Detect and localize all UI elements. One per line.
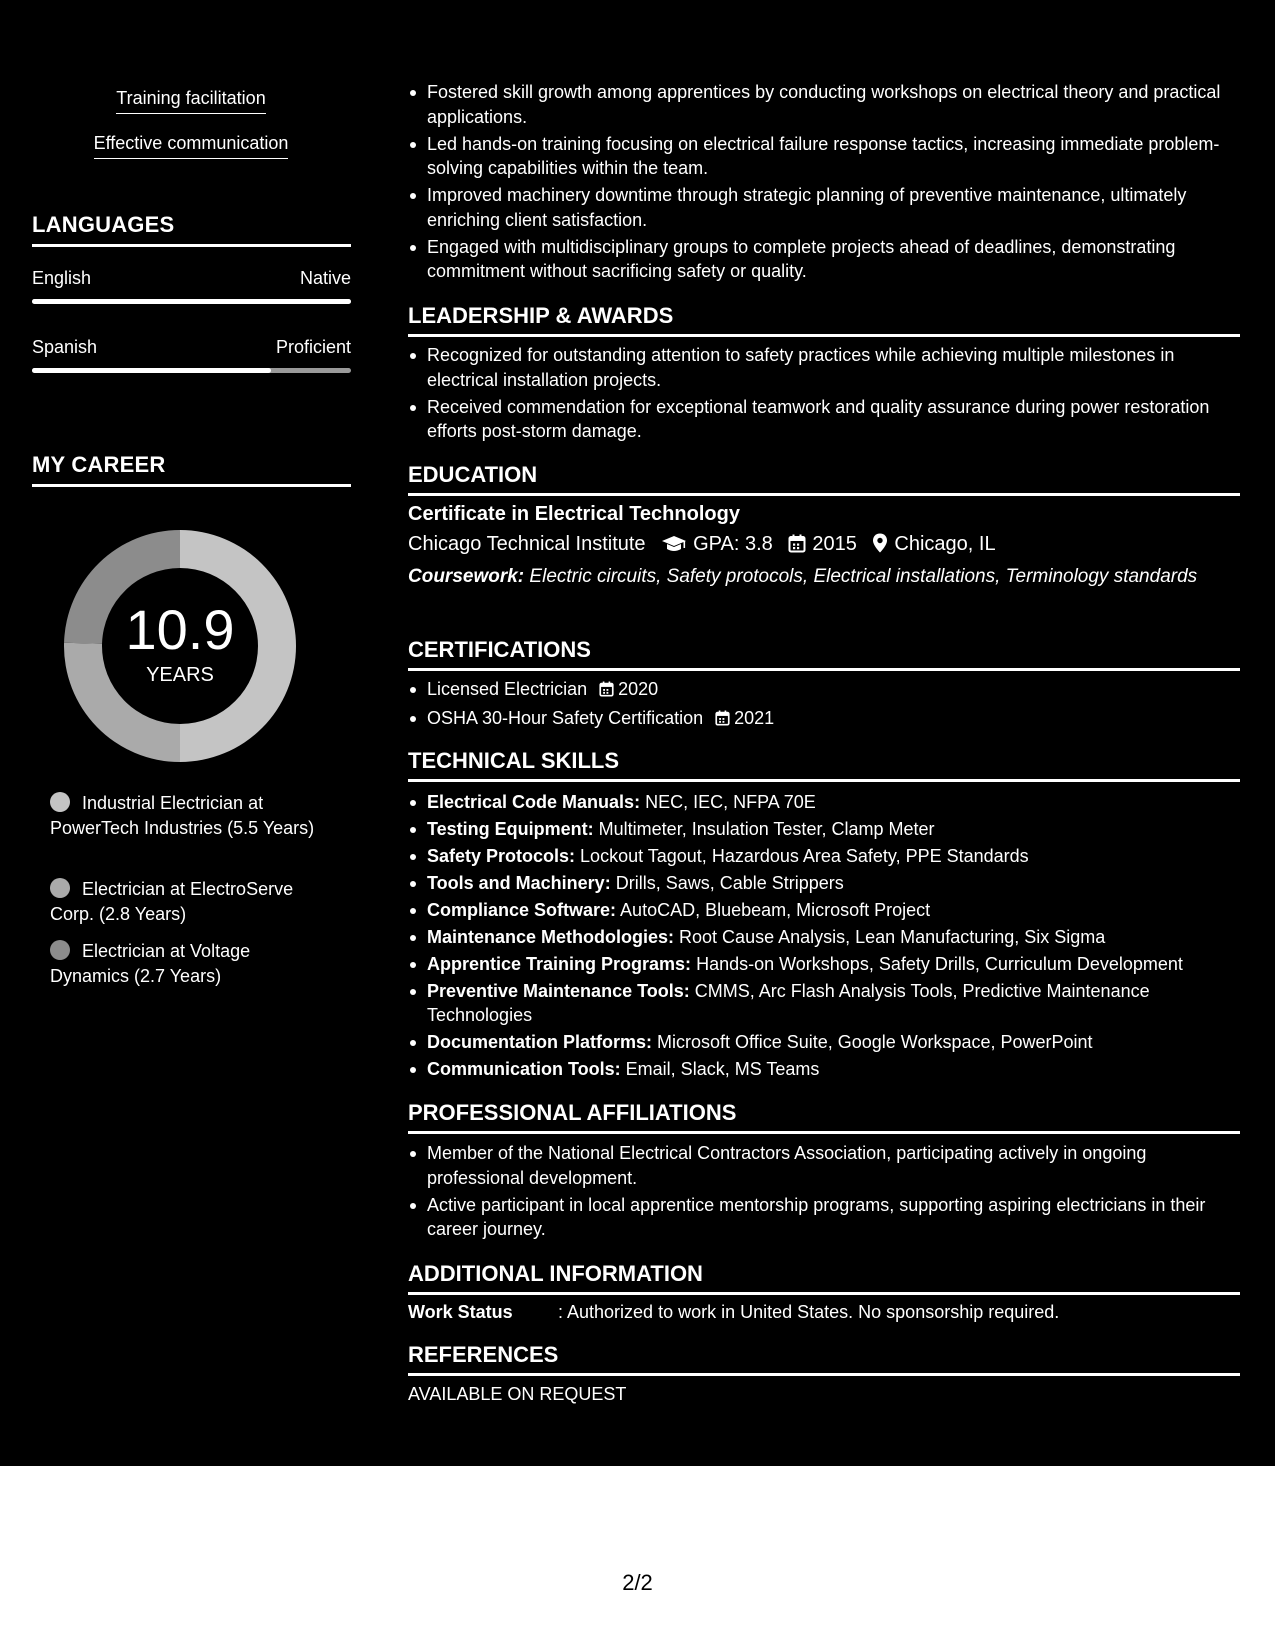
references-text: AVAILABLE ON REQUEST [408,1384,627,1404]
affiliations-list [408,1141,1240,1244]
strength-tag [0,88,382,114]
education-school: Chicago Technical Institute [408,533,646,555]
career-legend-dot [50,940,70,960]
work-status-row [408,1302,1059,1323]
technical-skills-heading: TECHNICAL SKILLS [408,748,1240,782]
experience-bullet: Led hands-on training focusing on electrical failure response tactics, increasing immediate problem-solving capabilities within the team. [408,132,1240,181]
experience-bullet: Fostered skill growth among apprentices by conducting workshops on electrical theory and practical applications. [408,80,1240,129]
experience-bullet: Improved machinery downtime through strategic planning of preventive maintenance, ultimately enriching client satisfaction. [408,183,1240,232]
skill-item [408,979,1240,1027]
skill-value: AutoCAD, Bluebeam, Microsoft Project [616,900,931,920]
skill-label: Tools and Machinery: [427,873,611,893]
affiliations-heading: PROFESSIONAL AFFILIATIONS [408,1100,1240,1134]
education-heading: EDUCATION [408,462,1240,496]
education-location: Chicago, IL [894,533,996,555]
skill-label: Apprentice Training Programs: [427,954,692,974]
technical-skills-list [408,790,1240,1084]
calendar-icon [788,534,806,559]
career-legend-dot [50,878,70,898]
certification-item [408,677,1240,704]
language-name: English [32,268,92,288]
education-gpa: GPA: 3.8 [693,533,773,555]
language-proficiency-bar [32,368,351,373]
certification-item [408,706,1240,733]
page-number: 2/2 [622,1570,653,1595]
skill-label: Safety Protocols: [427,846,576,866]
skill-label: Testing Equipment: [427,819,594,839]
strength-label: Training facilitation [116,88,265,114]
education-degree: Certificate in Electrical Technology [408,503,740,525]
language-name: Spanish [32,337,98,357]
affiliation-item: Member of the National Electrical Contractors Association, participating actively in ongoing professional development. [408,1141,1240,1190]
strength-label: Effective communication [94,133,289,159]
leadership-heading: LEADERSHIP & AWARDS [408,303,1240,337]
location-pin-icon [872,533,888,559]
certification-year: 2020 [618,679,659,699]
strength-tag [0,133,382,159]
experience-bullet-list [408,80,1240,286]
skill-label: Compliance Software: [427,900,617,920]
graduation-cap-icon [661,535,687,559]
affiliation-item: Active participant in local apprentice mentorship programs, supporting aspiring electricians in their career journey. [408,1193,1240,1242]
career-legend-label: Electrician at Voltage Dynamics (2.7 Years) [50,941,251,986]
skill-value: Microsoft Office Suite, Google Workspace, PowerPoint [652,1032,1093,1052]
coursework-label: Coursework: [408,566,525,587]
additional-info-heading: ADDITIONAL INFORMATION [408,1261,1240,1295]
leadership-bullet: Recognized for outstanding attention to safety practices while achieving multiple milestones in electrical installation projects. [408,343,1240,392]
skill-label: Documentation Platforms: [427,1032,653,1052]
language-proficiency-bar [32,299,351,304]
career-legend-label: Industrial Electrician at PowerTech Industries (5.5 Years) [50,793,315,838]
coursework-text: Electric circuits, Safety protocols, Electrical installations, Terminology standards [524,566,1198,587]
skill-value: Hands-on Workshops, Safety Drills, Curriculum Development [691,954,1183,974]
certification-year: 2021 [734,708,775,728]
work-status-value: : Authorized to work in United States. No sponsorship required. [558,1302,1060,1322]
skill-label: Maintenance Methodologies: [427,927,675,947]
career-legend-item [50,877,320,926]
work-status-label: Work Status [408,1302,513,1322]
skill-item [408,952,1240,976]
career-total-years: 10.9 [125,598,235,661]
leadership-bullet-list [408,343,1240,446]
skill-item [408,925,1240,949]
skill-value: Multimeter, Insulation Tester, Clamp Meter [593,819,935,839]
language-level: Native [299,268,351,288]
calendar-icon [715,708,730,733]
references-heading: REFERENCES [408,1342,1240,1376]
skill-value: Lockout Tagout, Hazardous Area Safety, PPE Standards [575,846,1029,866]
skill-item [408,844,1240,868]
skill-label: Communication Tools: [427,1059,621,1079]
skill-item [408,1057,1240,1081]
language-row [32,337,351,361]
career-total-unit: YEARS [146,664,214,686]
certification-name: Licensed Electrician [427,679,588,699]
calendar-icon [599,679,614,704]
career-legend-label: Electrician at ElectroServe Corp. (2.8 Years) [50,879,294,924]
skill-item [408,790,1240,814]
certification-list [408,677,1240,735]
education-year: 2015 [812,533,857,555]
skill-item [408,1030,1240,1054]
skill-value: Email, Slack, MS Teams [620,1059,820,1079]
certification-name: OSHA 30-Hour Safety Certification [427,708,704,728]
career-heading: MY CAREER [32,452,351,487]
career-legend-item [50,791,320,840]
skill-item [408,898,1240,922]
skill-value: Root Cause Analysis, Lean Manufacturing, Six Sigma [674,927,1106,947]
skill-item [408,871,1240,895]
skill-value: NEC, IEC, NFPA 70E [640,792,816,812]
skill-value: Drills, Saws, Cable Strippers [610,873,844,893]
experience-bullet: Engaged with multidisciplinary groups to complete projects ahead of deadlines, demonstrating commitment without sacrificing safety or quality. [408,235,1240,284]
leadership-bullet: Received commendation for exceptional teamwork and quality assurance during power restoration efforts post-storm damage. [408,395,1240,444]
skill-label: Electrical Code Manuals: [427,792,641,812]
sidebar [0,0,382,1466]
skill-label: Preventive Maintenance Tools: [427,981,690,1001]
career-legend-item [50,939,320,988]
skill-value: CMMS, Arc Flash Analysis Tools, Predictive Maintenance Technologies [427,981,1150,1025]
language-level: Proficient [275,337,351,357]
language-row [32,268,351,292]
career-legend-dot [50,792,70,812]
skill-item [408,817,1240,841]
language-proficiency-fill [32,299,351,304]
certifications-heading: CERTIFICATIONS [408,637,1240,671]
education-details [408,533,996,559]
languages-heading: LANGUAGES [32,212,351,247]
language-proficiency-fill [32,368,271,373]
education-coursework [408,565,1198,589]
